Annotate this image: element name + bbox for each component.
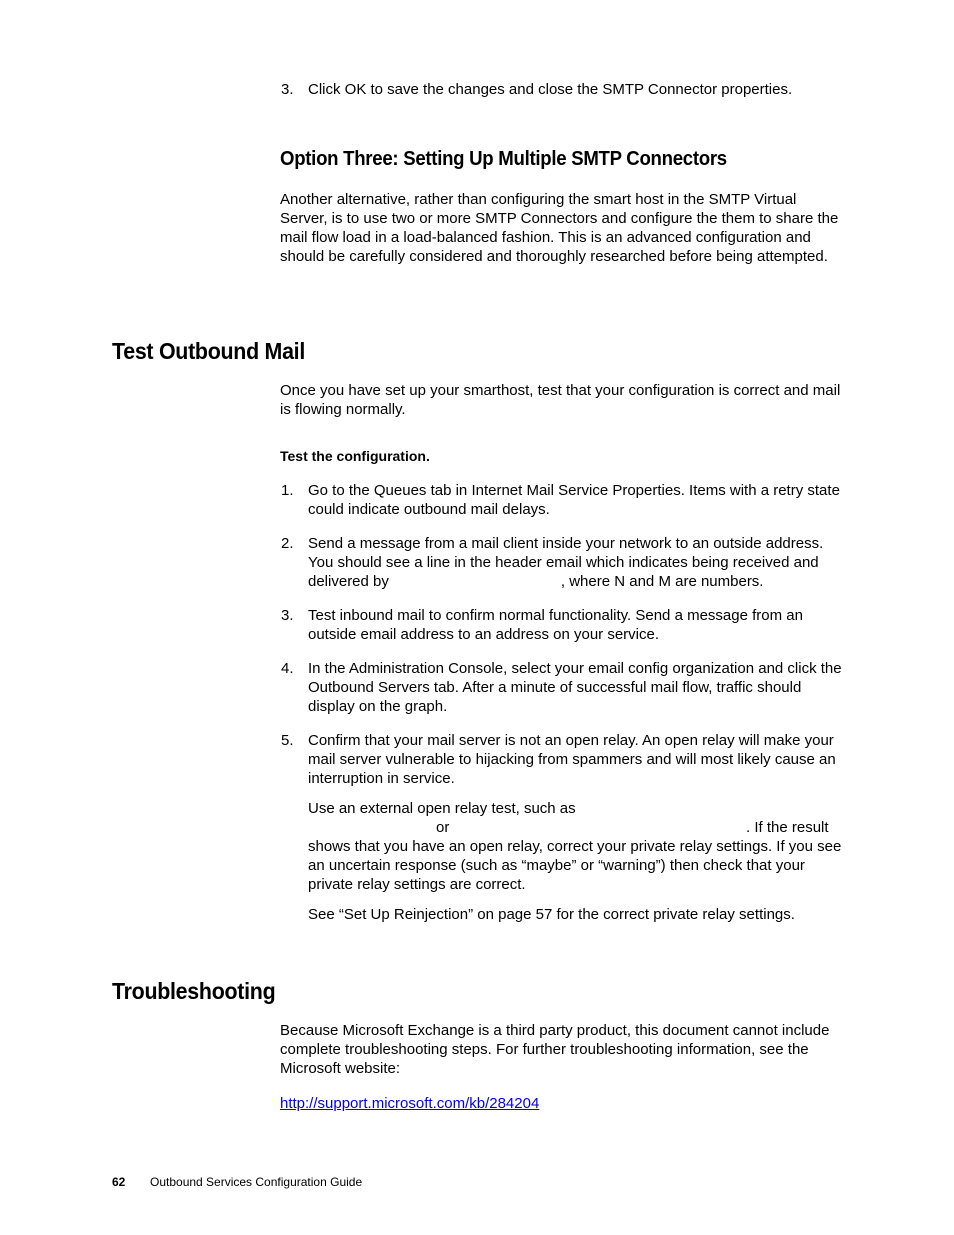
section-heading-option-three: Option Three: Setting Up Multiple SMTP Connectors	[280, 148, 727, 170]
step-number: 5.	[281, 732, 294, 749]
see-also-text: See “Set Up Reinjection” on page 57 for the correct private relay settings.	[308, 906, 795, 923]
section-heading-test-outbound: Test Outbound Mail	[112, 338, 306, 364]
option-three-body: Another alternative, rather than configuring the smart host in the SMTP Virtual Server, is to use two or more SMTP Connectors and configure the them to share the mail flow load in a load-balanced fashion. This is an advanced configuration and should be carefully considered and thoroughly researched before being attempted.	[280, 191, 839, 265]
page-number: 62	[112, 1175, 126, 1189]
microsoft-kb-link[interactable]: http://support.microsoft.com/kb/284204	[280, 1095, 540, 1112]
step-text-part-a: Send a message from a mail client inside your network to an outside address. You should see a line in the header email which indicates being received and delivered by	[308, 535, 824, 590]
step-text-part-b: , where N and M are numbers.	[560, 573, 764, 590]
step-number: 4.	[281, 660, 294, 677]
footer-title: Outbound Services Configuration Guide	[150, 1175, 363, 1189]
test-outbound-intro: Once you have set up your smarthost, test that your configuration is correct and mail is flowing normally.	[280, 382, 841, 418]
step-text: In the Administration Console, select your email config organization and click the Outbound Servers tab. After a minute of successful mail flow, traffic should display on the graph.	[308, 660, 842, 715]
step-text: Confirm that your mail server is not an open relay. An open relay will make your mail server vulnerable to hijacking from spammers and will most likely cause an interruption in service.	[308, 732, 836, 787]
relay-test-or: or	[436, 819, 450, 836]
troubleshooting-body: Because Microsoft Exchange is a third party product, this document cannot include complete troubleshooting steps. For further troubleshooting information, see the Microsoft website:	[280, 1022, 830, 1077]
relay-test-line: Use an external open relay test, such as	[308, 800, 576, 817]
procedure-title: Test the configuration.	[280, 448, 430, 464]
step-number: 3.	[281, 81, 294, 98]
relay-test-result: . If the result	[746, 819, 829, 836]
step-text: Test inbound mail to confirm normal functionality. Send a message from an outside email address to an address on your service.	[308, 607, 803, 643]
step-text: Go to the Queues tab in Internet Mail Service Properties. Items with a retry state could indicate outbound mail delays.	[308, 482, 840, 518]
step-number: 3.	[281, 607, 294, 624]
step-text	[308, 534, 848, 591]
step-text: Click OK to save the changes and close the SMTP Connector properties.	[308, 81, 793, 98]
step-number: 2.	[281, 535, 294, 552]
step-number: 1.	[281, 482, 294, 499]
section-heading-troubleshooting: Troubleshooting	[112, 978, 276, 1004]
relay-test-rest: shows that you have an open relay, correct your private relay settings. If you see an uncertain response (such as “maybe” or “warning”) then check that your private relay settings are correct.	[308, 838, 842, 893]
